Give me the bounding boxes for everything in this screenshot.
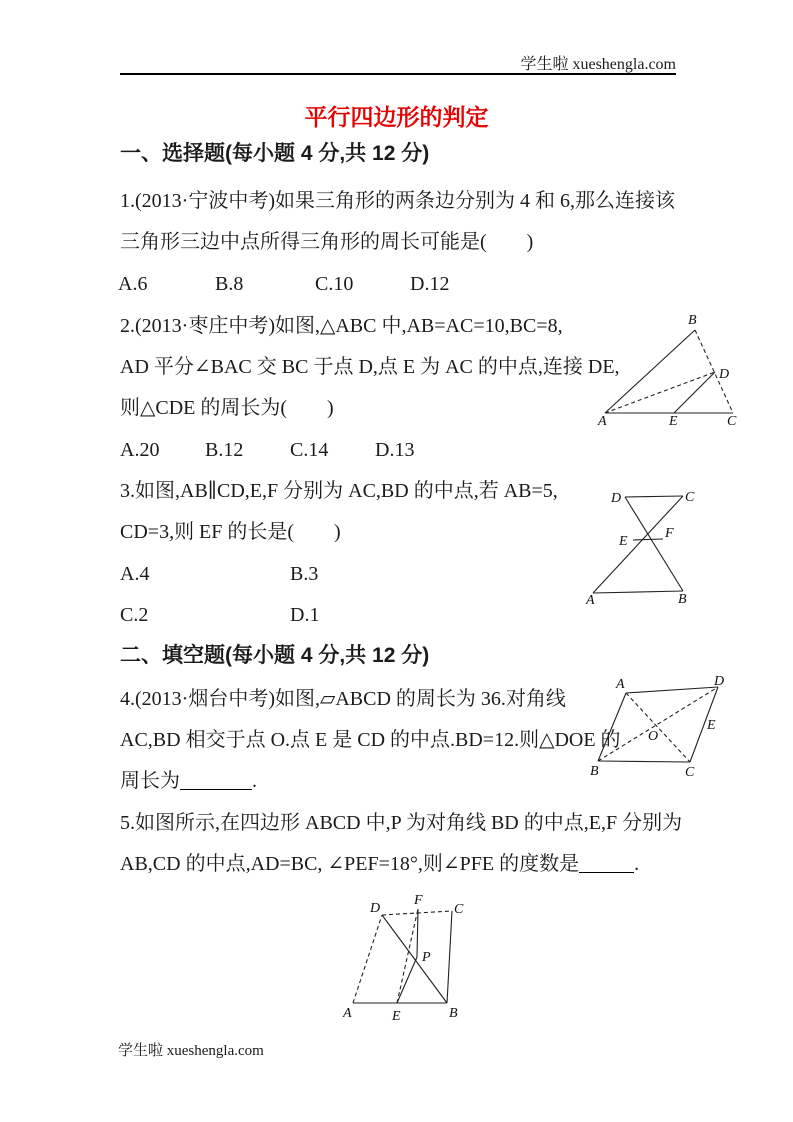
q4-line-1: 4.(2013·烟台中考)如图,▱ABCD 的周长为 36.对角线 — [120, 688, 566, 710]
footer-site-label: 学生啦 xueshengla.com — [118, 1043, 264, 1059]
q4-answer-blank — [180, 770, 252, 790]
q3-option-d: D.1 — [290, 604, 320, 626]
q3-vertex-label-A: A — [586, 593, 595, 605]
q1-options-row — [118, 271, 678, 297]
q5-line-1: 5.如图所示,在四边形 ABCD 中,P 为对角线 BD 的中点,E,F 分别为 — [120, 812, 683, 834]
q5-vertex-label-D: D — [370, 901, 381, 916]
q4-vertex-label-D: D — [714, 676, 725, 689]
q5-line-2 — [120, 851, 639, 877]
q4-figure-diagonals — [598, 687, 718, 762]
q1-option-b: B.8 — [215, 273, 244, 295]
q1-line-1: 1.(2013·宁波中考)如果三角形的两条边分别为 4 和 6,那么连接该 — [120, 190, 675, 212]
q1-option-c: C.10 — [315, 273, 354, 295]
q3-vertex-label-E: E — [619, 534, 628, 549]
q2-figure-dashed-lines — [605, 330, 733, 413]
q5-point-label-F: F — [414, 893, 423, 908]
q3-figure-bowtie — [581, 481, 707, 605]
q5-answer-blank — [579, 853, 634, 873]
q3-vertex-label-B: B — [678, 592, 687, 605]
q2-options-row — [120, 437, 680, 463]
q4-vertex-label-C: C — [685, 765, 695, 780]
q5-figure-quadrilateral — [336, 891, 468, 1025]
q4-vertex-label-B: B — [590, 764, 599, 779]
header-site-label: 学生啦 xueshengla.com — [520, 56, 676, 73]
q3-option-c: C.2 — [120, 604, 149, 626]
q2-vertex-label-D: D — [719, 367, 730, 382]
q3-vertex-label-C: C — [685, 490, 695, 505]
q3-line-2: CD=3,则 EF 的长是( ) — [120, 521, 341, 543]
q2-vertex-label-C: C — [727, 414, 737, 426]
q1-line-2: 三角形三边中点所得三角形的周长可能是( ) — [120, 231, 534, 253]
q4-blank-prefix: 周长为 — [120, 770, 180, 792]
q2-figure-triangle — [596, 304, 746, 426]
q4-line-2: AC,BD 相交于点 O.点 E 是 CD 的中点.BD=12.则△DOE 的 — [120, 729, 621, 751]
q5-point-label-P: P — [422, 950, 431, 965]
q2-vertex-label-B: B — [688, 313, 697, 328]
q2-line-2: AD 平分∠BAC 交 BC 于点 D,点 E 为 AC 的中点,连接 DE, — [120, 356, 620, 378]
q2-option-a: A.20 — [120, 439, 160, 461]
q3-vertex-label-F: F — [665, 526, 674, 541]
q3-line-1: 3.如图,AB∥CD,E,F 分别为 AC,BD 的中点,若 AB=5, — [120, 480, 558, 502]
header-divider-line — [120, 73, 676, 75]
section2-heading: 二、填空题(每小题 4 分,共 12 分) — [120, 644, 430, 667]
q2-vertex-label-E: E — [669, 414, 678, 426]
q2-option-b: B.12 — [205, 439, 244, 461]
q3-option-a: A.4 — [120, 563, 150, 585]
q3-figure-lines — [593, 496, 683, 593]
q5-vertex-label-C: C — [454, 902, 464, 917]
page-title: 平行四边形的判定 — [304, 104, 489, 130]
q2-line-3: 则△CDE 的周长为( ) — [120, 397, 334, 419]
q4-line-3 — [120, 768, 257, 794]
q5-point-label-E: E — [392, 1009, 401, 1024]
q3-options-row-2 — [120, 602, 680, 628]
q4-blank-suffix: . — [252, 770, 257, 792]
q4-point-label-E: E — [707, 718, 716, 733]
q4-point-label-O: O — [648, 729, 659, 744]
q5-vertex-label-A: A — [343, 1006, 352, 1021]
q2-option-d: D.13 — [375, 439, 415, 461]
q1-option-d: D.12 — [410, 273, 450, 295]
q5-figure-solid-lines — [353, 909, 452, 1003]
q3-option-b: B.3 — [290, 563, 319, 585]
q2-vertex-label-A: A — [598, 414, 607, 426]
q2-option-c: C.14 — [290, 439, 329, 461]
q3-vertex-label-D: D — [611, 491, 622, 506]
q1-option-a: A.6 — [118, 273, 148, 295]
q5-vertex-label-B: B — [449, 1006, 458, 1021]
q5-blank-suffix: . — [634, 853, 640, 875]
q2-line-1: 2.(2013·枣庄中考)如图,△ABC 中,AB=AC=10,BC=8, — [120, 315, 563, 337]
q4-figure-parallelogram — [588, 676, 730, 782]
q4-vertex-label-A: A — [616, 677, 625, 692]
section1-heading: 一、选择题(每小题 4 分,共 12 分) — [120, 142, 430, 165]
q5-blank-prefix: AB,CD 的中点,AD=BC, ∠PEF=18°,则∠PFE 的度数是 — [120, 853, 580, 875]
